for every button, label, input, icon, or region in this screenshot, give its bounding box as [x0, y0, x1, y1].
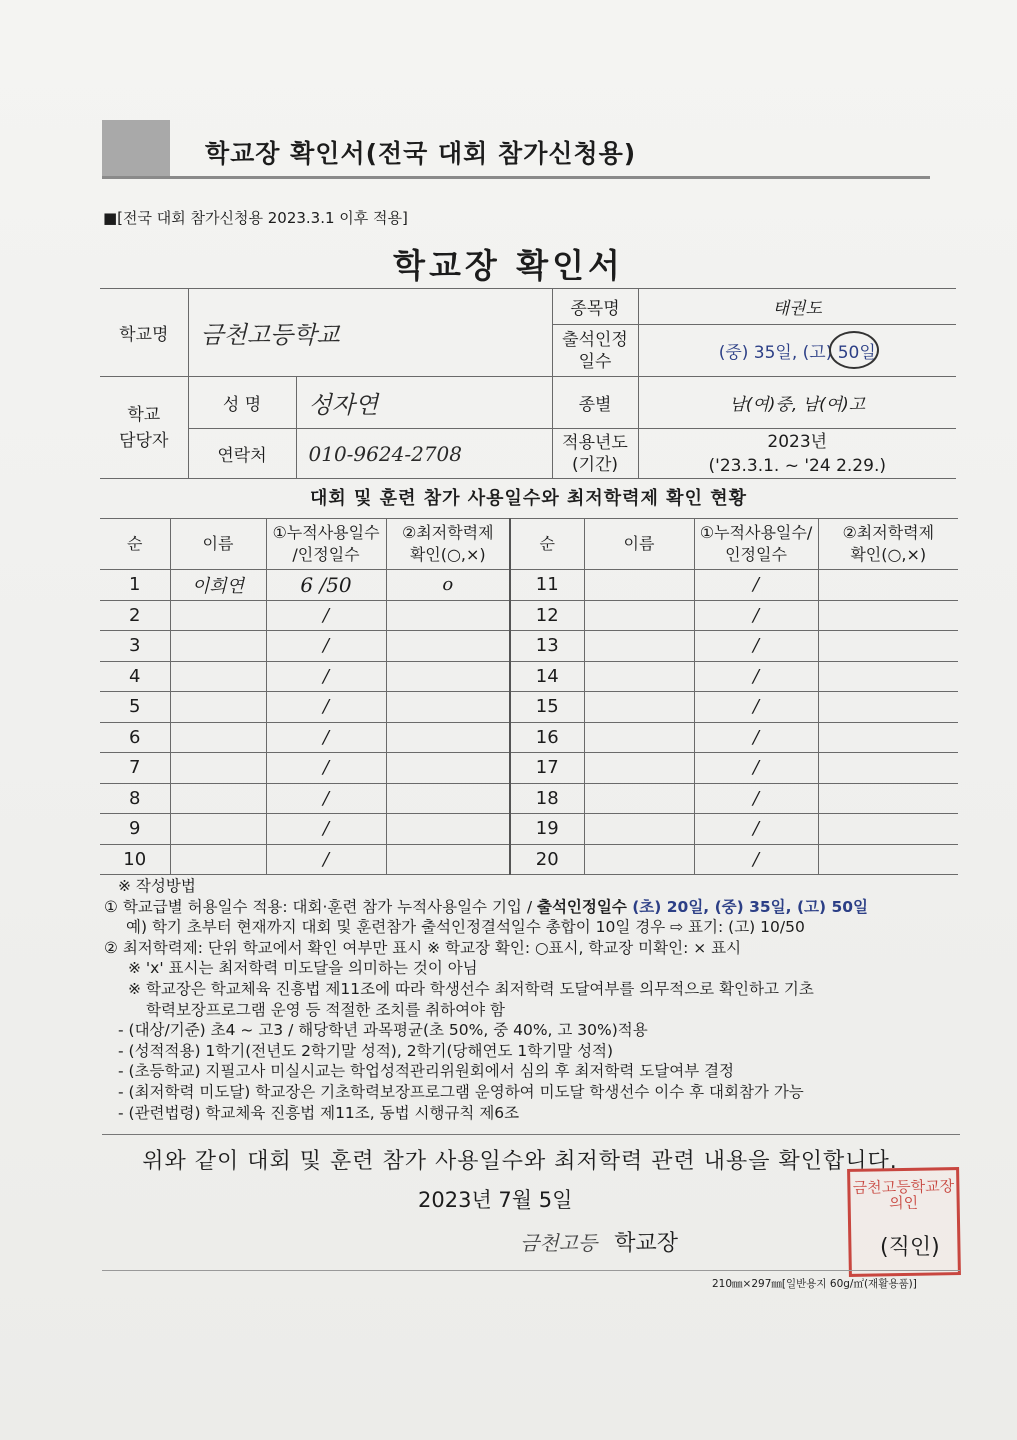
header-days: ①누적사용일수 /인정일수 — [266, 519, 386, 570]
note-1-text: ① 학교급별 허용일수 적용: 대회·훈련 참가 누적사용일수 기입 / — [104, 897, 537, 916]
row-check — [386, 722, 510, 753]
attendance-text: (중) 35일, (고) 50일 — [718, 343, 876, 363]
row-name — [170, 722, 266, 753]
row-no-right: 20 — [510, 844, 584, 875]
row-name — [170, 631, 266, 662]
table-row — [100, 692, 958, 723]
row-check-right — [818, 783, 958, 814]
row-name-right — [584, 753, 694, 784]
row-name-right — [584, 600, 694, 631]
row-check-right — [818, 844, 958, 875]
header-no-right: 순 — [510, 519, 584, 570]
row-days: / — [266, 600, 386, 631]
row-name — [170, 753, 266, 784]
table-row — [100, 844, 958, 875]
note-2-sub1: ※ 'x' 표시는 최저학력 미도달을 의미하는 것이 아님 — [128, 959, 478, 978]
school-handwritten: 금천고등 — [520, 1231, 598, 1255]
row-days-right: / — [694, 814, 818, 845]
bullet-5: - (관련법령) 학교체육 진흥법 제11조, 동법 시행규칙 제6조 — [118, 1103, 520, 1122]
notes-heading: ※ 작성방법 — [118, 877, 196, 895]
row-check — [386, 814, 510, 845]
row-days-right: / — [694, 661, 818, 692]
footer-rule — [102, 1134, 960, 1135]
row-name — [170, 692, 266, 723]
note-2-sub3: 학력보장프로그램 운영 등 적절한 조치를 취하여야 함 — [146, 1000, 505, 1019]
note-1-days: (초) 20일, (중) 35일, (고) 50일 — [626, 897, 869, 916]
row-no: 5 — [100, 692, 170, 723]
gender-label: 종별 — [552, 377, 638, 429]
applicability-notice: ■[전국 대회 참가신청용 2023.3.1 이후 적용] — [103, 209, 408, 227]
row-name-right — [584, 661, 694, 692]
table-row — [100, 783, 958, 814]
year-value: 2023년 — [767, 431, 828, 452]
row-days-right: / — [694, 600, 818, 631]
row-no: 4 — [100, 661, 170, 692]
section-title: 대회 및 훈련 참가 사용일수와 최저학력제 확인 현황 — [309, 488, 747, 509]
row-check-right — [818, 661, 958, 692]
circle-mark — [829, 331, 879, 369]
row-days-right: / — [694, 753, 818, 784]
row-no-right: 19 — [510, 814, 584, 845]
sport-value: 태권도 — [638, 289, 956, 325]
note-1 — [104, 897, 984, 918]
row-days-right: / — [694, 570, 818, 601]
note-2: ② 최저학력제: 단위 학교에서 확인 여부만 표시 ※ 학교장 확인: ○표시, 학교장 미확인: × 표시 — [104, 938, 742, 957]
row-days-right: / — [694, 692, 818, 723]
gender-value: 남(여)중, 남(여)고 — [638, 377, 956, 429]
header-check-right: ②최저학력제 확인(○,×) — [818, 519, 958, 570]
row-name: 이희연 — [170, 570, 266, 601]
instructions — [104, 876, 984, 1123]
row-no-right: 16 — [510, 722, 584, 753]
note-1-emph: 출석인정일수 — [536, 897, 627, 916]
row-name-right — [584, 722, 694, 753]
note-1-example: 예) 학기 초부터 현재까지 대회 및 훈련참가 출석인정결석일수 총합이 10일 경우 ⇨ 표기: (고) 10/50 — [126, 918, 805, 937]
row-days-right: / — [694, 844, 818, 875]
row-no: 8 — [100, 783, 170, 814]
row-days: / — [266, 844, 386, 875]
table-row — [100, 814, 958, 845]
name-value: 성자연 — [296, 377, 552, 429]
row-name — [170, 783, 266, 814]
principal-signature-line — [520, 1226, 678, 1257]
principal-title: 학교장 — [614, 1231, 679, 1256]
form-title: 학교장 확인서 — [393, 246, 624, 285]
paper-spec: 210㎜×297㎜[일반용지 60g/㎡(재활용품)] — [712, 1278, 917, 1290]
header-marker — [102, 120, 170, 178]
row-check-right — [818, 722, 958, 753]
row-no: 9 — [100, 814, 170, 845]
seal-label: (직인) — [880, 1235, 940, 1260]
table-row — [100, 661, 958, 692]
school-value: 금천고등학교 — [188, 289, 552, 377]
table-row — [100, 600, 958, 631]
info-table — [100, 288, 956, 479]
year-cell — [638, 429, 956, 479]
header-check: ②최저학력제 확인(○,×) — [386, 519, 510, 570]
row-days: / — [266, 783, 386, 814]
row-days: / — [266, 692, 386, 723]
row-no: 2 — [100, 600, 170, 631]
row-no-right: 17 — [510, 753, 584, 784]
row-no-right: 11 — [510, 570, 584, 601]
note-2-sub2: ※ 학교장은 학교체육 진흥법 제11조에 따라 학생선수 최저학력 도달여부를 의무적으로 확인하고 기초 — [128, 979, 814, 998]
row-days: / — [266, 753, 386, 784]
row-check — [386, 753, 510, 784]
row-check-right — [818, 570, 958, 601]
row-check — [386, 692, 510, 723]
school-label: 학교명 — [100, 289, 188, 377]
row-days: / — [266, 722, 386, 753]
row-days-right: / — [694, 722, 818, 753]
row-name — [170, 814, 266, 845]
row-no: 10 — [100, 844, 170, 875]
manager-label: 학교 담당자 — [100, 377, 188, 479]
attendance-value — [638, 325, 956, 377]
official-seal: 금천고등학교장의인 — [847, 1167, 961, 1277]
header-name: 이름 — [170, 519, 266, 570]
row-no: 6 — [100, 722, 170, 753]
row-no-right: 18 — [510, 783, 584, 814]
contact-value: 010-9624-2708 — [296, 429, 552, 479]
row-name-right — [584, 631, 694, 662]
row-name — [170, 844, 266, 875]
name-label: 성 명 — [188, 377, 296, 429]
row-no: 1 — [100, 570, 170, 601]
header-rule — [102, 176, 930, 179]
row-check — [386, 844, 510, 875]
row-name-right — [584, 692, 694, 723]
year-label: 적용년도 (기간) — [552, 429, 638, 479]
table-row — [100, 570, 958, 601]
row-name-right — [584, 844, 694, 875]
bullet-3: - (초등학교) 지필고사 미실시교는 학업성적관리위원회에서 심의 후 최저학력 도달여부 결정 — [118, 1062, 735, 1081]
header-days-right: ①누적사용일수/ 인정일수 — [694, 519, 818, 570]
table-row — [100, 753, 958, 784]
period-value: ('23.3.1. ~ '24 2.29.) — [708, 455, 886, 476]
row-check-right — [818, 753, 958, 784]
bottom-rule — [102, 1270, 960, 1271]
sport-label: 종목명 — [552, 289, 638, 325]
row-check-right — [818, 600, 958, 631]
row-check-right — [818, 692, 958, 723]
row-check — [386, 783, 510, 814]
row-check: o — [386, 570, 510, 601]
contact-label: 연락처 — [188, 429, 296, 479]
row-days: 6 /50 — [266, 570, 386, 601]
row-name-right — [584, 783, 694, 814]
row-no-right: 12 — [510, 600, 584, 631]
table-row — [100, 722, 958, 753]
row-no-right: 14 — [510, 661, 584, 692]
table-row — [100, 631, 958, 662]
row-no-right: 13 — [510, 631, 584, 662]
header-no: 순 — [100, 519, 170, 570]
attendance-label: 출석인정 일수 — [552, 325, 638, 377]
participation-table — [100, 518, 958, 875]
row-name-right — [584, 570, 694, 601]
row-check — [386, 631, 510, 662]
row-check-right — [818, 814, 958, 845]
signing-date: 2023년 7월 5일 — [418, 1188, 573, 1212]
row-days-right: / — [694, 783, 818, 814]
bullet-1: - (대상/기준) 초4 ~ 고3 / 해당학년 과목평균(초 50%, 중 40%, 고 30%)적용 — [118, 1021, 648, 1040]
row-name — [170, 600, 266, 631]
row-name-right — [584, 814, 694, 845]
bullet-2: - (성적적용) 1학기(전년도 2학기말 성적), 2학기(당해연도 1학기말 성적) — [118, 1041, 614, 1060]
row-days: / — [266, 661, 386, 692]
row-check-right — [818, 631, 958, 662]
row-name — [170, 661, 266, 692]
bullet-4: - (최저학력 미도달) 학교장은 기초학력보장프로그램 운영하여 미도달 학생선수 이수 후 대회참가 가능 — [118, 1082, 804, 1101]
row-no: 3 — [100, 631, 170, 662]
row-days-right: / — [694, 631, 818, 662]
row-days: / — [266, 631, 386, 662]
confirmation-statement: 위와 같이 대회 및 훈련 참가 사용일수와 최저학력 관련 내용을 확인합니다. — [142, 1149, 898, 1174]
row-check — [386, 600, 510, 631]
row-days: / — [266, 814, 386, 845]
row-no-right: 15 — [510, 692, 584, 723]
row-check — [386, 661, 510, 692]
document-heading: 학교장 확인서(전국 대회 참가신청용) — [205, 139, 637, 168]
header-name-right: 이름 — [584, 519, 694, 570]
row-no: 7 — [100, 753, 170, 784]
